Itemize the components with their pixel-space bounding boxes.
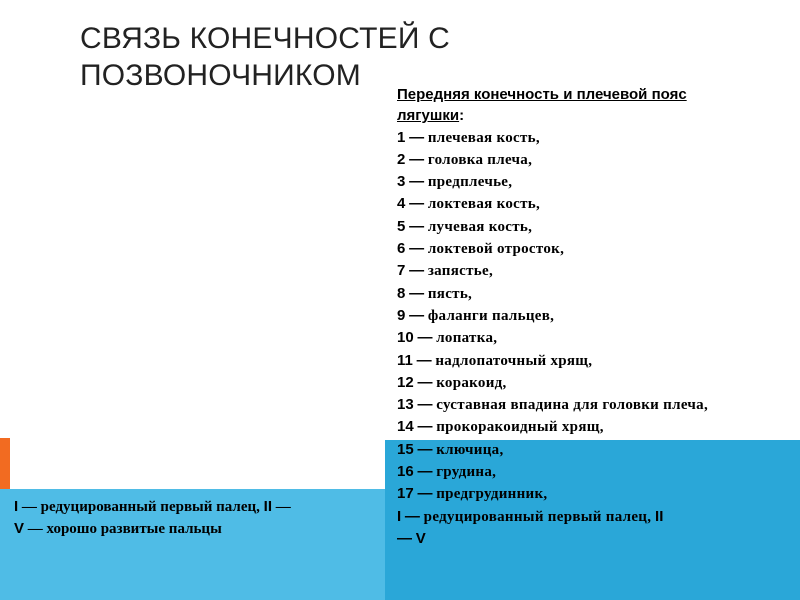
caption-dash2: — bbox=[275, 499, 291, 515]
legend-item bbox=[397, 327, 797, 349]
slide-title-line2: ПОЗВОНОЧНИКОМ bbox=[80, 59, 361, 92]
legend-item-number: 8 bbox=[397, 284, 406, 302]
legend-item-number: 2 bbox=[397, 150, 406, 168]
legend-last-line bbox=[397, 506, 797, 528]
legend-item-text: запястье, bbox=[427, 263, 493, 280]
legend-item-dash: — bbox=[417, 396, 433, 414]
legend-item-dash: — bbox=[409, 128, 425, 146]
legend-tail-dash: — bbox=[397, 529, 412, 547]
legend-item-number: 9 bbox=[397, 306, 406, 324]
legend-item bbox=[397, 238, 797, 260]
legend-tail-roman: V bbox=[415, 529, 426, 547]
slide-title bbox=[80, 20, 500, 94]
caption-text1: редуцированный первый палец, bbox=[40, 499, 260, 515]
legend-item-text: плечевая кость, bbox=[427, 129, 540, 146]
legend-item-number: 13 bbox=[397, 396, 414, 414]
legend-item-dash: — bbox=[417, 485, 433, 503]
legend-heading-colon: : bbox=[459, 107, 465, 125]
caption-text2: хорошо развитые пальцы bbox=[46, 521, 222, 537]
legend-item bbox=[397, 171, 797, 193]
legend-item-number: 3 bbox=[397, 173, 406, 191]
legend-item-text: локтевой отросток, bbox=[427, 241, 565, 258]
legend-item bbox=[397, 216, 797, 238]
legend-item-text: фаланги пальцев, bbox=[427, 307, 555, 324]
legend-item-dash: — bbox=[409, 173, 425, 191]
legend-item-number: 4 bbox=[397, 195, 406, 213]
legend-item-number: 17 bbox=[397, 485, 414, 503]
legend-item bbox=[397, 350, 797, 372]
legend-item-dash: — bbox=[417, 329, 433, 347]
legend-heading-part1: Передняя конечность и плечевой пояс bbox=[397, 86, 687, 103]
legend-item bbox=[397, 439, 797, 461]
legend-item-dash: — bbox=[409, 240, 425, 258]
legend-last-line-tail bbox=[397, 528, 797, 550]
legend-item-number: 14 bbox=[397, 418, 414, 436]
legend-item-dash: — bbox=[417, 440, 433, 458]
legend-item bbox=[397, 461, 797, 483]
legend-item-dash: — bbox=[409, 262, 425, 280]
caption-dash1: — bbox=[21, 499, 37, 515]
legend-item-dash: — bbox=[409, 217, 425, 235]
legend-item-dash: — bbox=[417, 418, 433, 436]
legend-item-number: 5 bbox=[397, 217, 406, 235]
legend-item bbox=[397, 483, 797, 505]
legend-items bbox=[397, 127, 797, 506]
legend-item bbox=[397, 372, 797, 394]
legend-item-text: коракоид, bbox=[436, 374, 507, 391]
legend-item-dash: — bbox=[409, 195, 425, 213]
legend-item-dash: — bbox=[409, 284, 425, 302]
legend-item-number: 10 bbox=[397, 329, 414, 347]
legend-item-text: головка плеча, bbox=[427, 151, 533, 168]
legend-item-dash: — bbox=[409, 306, 425, 324]
legend-item bbox=[397, 394, 797, 416]
legend-item-number: 1 bbox=[397, 128, 406, 146]
caption-roman1: I bbox=[14, 498, 19, 515]
legend-item-dash: — bbox=[417, 373, 433, 391]
legend-item-number: 16 bbox=[397, 463, 414, 481]
legend-item-number: 11 bbox=[397, 351, 413, 369]
legend-item-dash: — bbox=[416, 351, 432, 369]
caption-roman3: V bbox=[14, 520, 25, 537]
legend-item-number: 15 bbox=[397, 440, 414, 458]
caption-roman2: II bbox=[263, 498, 272, 515]
legend-last-text: редуцированный первый палец, bbox=[423, 508, 652, 525]
legend-item-text: локтевая кость, bbox=[427, 196, 541, 213]
legend-item bbox=[397, 260, 797, 282]
legend-item-text: лопатка, bbox=[436, 330, 498, 347]
caption-dash3: — bbox=[27, 521, 43, 537]
white-diagonal-panel bbox=[10, 438, 385, 489]
slide-title-line1: СВЯЗЬ КОНЕЧНОСТЕЙ С bbox=[80, 22, 450, 55]
legend-item bbox=[397, 149, 797, 171]
legend-item bbox=[397, 416, 797, 438]
white-diagonal-wedge bbox=[300, 489, 385, 600]
legend-item-text: предгрудинник, bbox=[436, 486, 548, 503]
caption-block bbox=[14, 496, 304, 540]
legend-block bbox=[397, 84, 797, 550]
legend-item-text: прокоракоидный хрящ, bbox=[436, 419, 604, 436]
legend-item-number: 6 bbox=[397, 240, 406, 258]
legend-item bbox=[397, 305, 797, 327]
legend-item-dash: — bbox=[409, 150, 425, 168]
legend-last-roman2: II bbox=[655, 507, 664, 525]
legend-item bbox=[397, 127, 797, 149]
legend-heading-part2: лягушки bbox=[397, 107, 460, 125]
legend-item-text: надлопаточный хрящ, bbox=[435, 352, 593, 369]
legend-item bbox=[397, 193, 797, 215]
legend-item-text: ключица, bbox=[436, 441, 504, 458]
legend-item bbox=[397, 283, 797, 305]
legend-item-number: 12 bbox=[397, 373, 414, 391]
legend-last-roman: I bbox=[397, 507, 402, 525]
legend-item-text: грудина, bbox=[436, 464, 497, 481]
legend-item-number: 7 bbox=[397, 262, 406, 280]
legend-last-dash: — bbox=[404, 507, 420, 525]
legend-item-text: лучевая кость, bbox=[427, 218, 533, 235]
legend-item-dash: — bbox=[417, 463, 433, 481]
legend-heading bbox=[397, 84, 797, 127]
legend-item-text: пясть, bbox=[427, 285, 473, 302]
legend-item-text: предплечье, bbox=[427, 174, 513, 191]
legend-item-text: суставная впадина для головки плеча, bbox=[436, 397, 709, 414]
